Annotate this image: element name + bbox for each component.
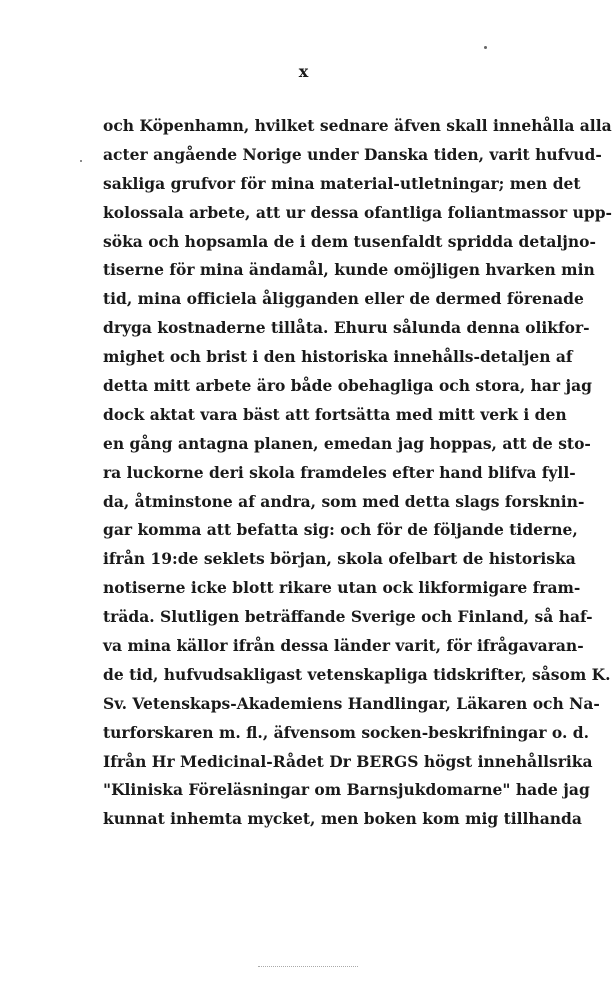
text-line: tiserne för mina ändamål, kunde omöjligen hvarken min — [103, 260, 595, 280]
text-line: tid, mina officiela åligganden eller de dermed förenade — [103, 289, 584, 309]
text-line: dock aktat vara bäst att fortsätta med mitt verk i den — [103, 404, 567, 424]
body-text — [103, 112, 612, 834]
text-line: de tid, hufvudsakligast vetenskapliga tidskrifter, såsom K. — [103, 664, 611, 684]
text-line: gar komma att befatta sig: och för de följande tiderne, — [103, 520, 578, 540]
text-line: en gång antagna planen, emedan jag hoppas, att de sto- — [103, 433, 591, 453]
page-smudge — [258, 966, 358, 971]
text-line: acter angående Norige under Danska tiden, varit hufvud- — [103, 144, 602, 164]
text-line: sakliga grufvor för mina material-utletningar; men det — [103, 173, 581, 193]
page-speck — [80, 160, 82, 162]
text-line: da, åtminstone af andra, som med detta slags forsknin- — [103, 491, 585, 511]
text-line: dryga kostnaderne tillåta. Ehuru sålunda denna olikfor- — [103, 318, 590, 338]
text-line: ra luckorne deri skola framdeles efter hand blifva fyll- — [103, 462, 576, 482]
text-line: "Kliniska Föreläsningar om Barnsjukdomarne" hade jag — [103, 780, 590, 800]
text-line: notiserne icke blott rikare utan ock likformigare fram- — [103, 578, 581, 598]
text-line: turforskaren m. fl., äfvensom socken-beskrifningar o. d. — [103, 722, 589, 742]
text-line: och Köpenhamn, hvilket sednare äfven skall innehålla alla — [103, 116, 612, 135]
text-line: kolossala arbete, att ur dessa ofantliga foliantmassor upp- — [103, 202, 612, 222]
text-line: träda. Slutligen beträffande Sverige och Finland, så haf- — [103, 607, 593, 627]
text-line: detta mitt arbete äro både obehagliga och stora, har jag — [103, 376, 592, 396]
text-line: Sv. Vetenskaps-Akademiens Handlingar, Läkaren och Na- — [103, 693, 600, 713]
page-speck — [484, 46, 487, 49]
text-line: va mina källor ifrån dessa länder varit, för ifrågavaran- — [103, 636, 584, 656]
text-line: mighet och brist i den historiska innehålls-detaljen af — [103, 347, 573, 367]
text-line: kunnat inhemta mycket, men boken kom mig tillhanda — [103, 809, 582, 829]
text-line: Ifrån Hr Medicinal-Rådet Dr BERGS högst innehållsrika — [103, 751, 593, 771]
text-line: ifrån 19:de seklets början, skola ofelbart de historiska — [103, 549, 576, 569]
page-number: x — [298, 62, 310, 81]
text-line: söka och hopsamla de i dem tusenfaldt spridda detaljno- — [103, 231, 596, 251]
